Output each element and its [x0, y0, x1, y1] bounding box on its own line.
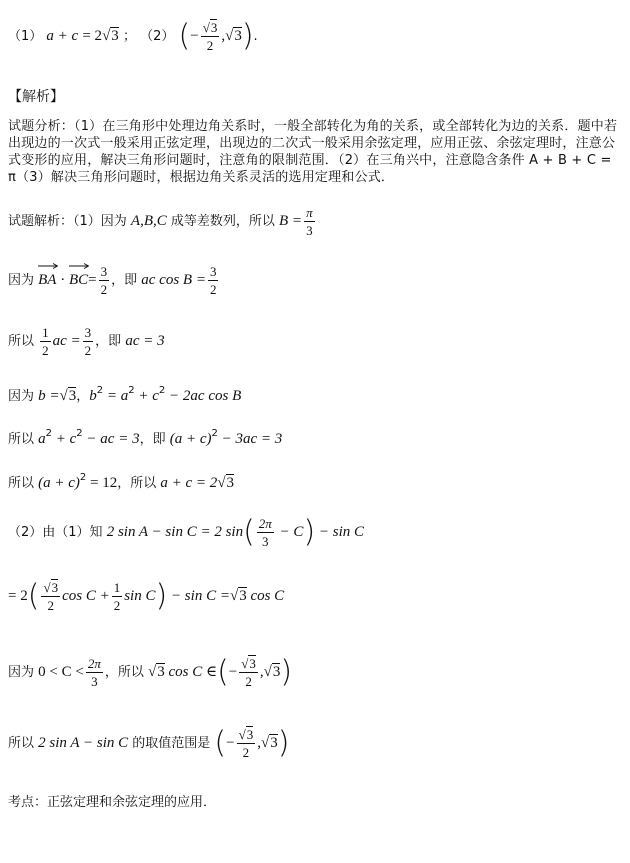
kaodian-line: 考点：正弦定理和余弦定理的应用． [8, 795, 217, 810]
answer-sep: ； [122, 29, 136, 44]
solution-line-8: = 2( $\frac{√3}{2}$ cos C + $\frac{1}{2}$ sin C) − sin C =√3 cos C [8, 578, 285, 614]
solution-line-3: 所以 $\frac{1}{2}$ ac = $\frac{3}{2}$ ，即 ac = 3 [8, 325, 165, 358]
vector-ba: BA [38, 272, 56, 289]
pi-over-3: $\frac{\pi}{3}$ [306, 205, 313, 238]
answer1-sqrt: √3 [102, 28, 119, 44]
part2-label: （2） [140, 29, 175, 44]
answer2-fraction: $\frac{√3}{2}$ [202, 20, 218, 53]
vector-bc: BC [69, 272, 88, 289]
solution-line-5: 所以 $a^2 + c^2$ − ac = 3，即 $(a + c)^2 - 3ac = 3$ [8, 428, 283, 447]
part1-label: （1） [8, 29, 43, 44]
solution-line-7: （2）由（1）知 2 sin A − sin C = 2 sin( $\frac{2\pi}{3}$ − C) − sin C [8, 514, 365, 550]
solution-line-1: 试题解析：（1）因为 A,B,C 成等差数列，所以 B = $\frac{\pi}{3}$ [8, 205, 313, 238]
solution-line-10: 所以 2 sin A − sin C 的取值范围是 (− $\frac{√3}{2}$ ,√3) [8, 725, 290, 761]
analysis-paragraph: 试题分析：（1）在三角形中处理边角关系时，一般全部转化为角的关系，或全部转化为边的关系．题中若出现边的一次式一般采用正弦定理，出现边的二次式一般采用余弦定理，应用正弦、余弦定理时，注意公式变形的应用，解决三角形问题时，注意角的限制范围．（2）在三角兴中，注意隐含条件 A + B + C = π（3）解决三角形问题时，根据边角关系灵活的选用定理和公式． [8, 119, 618, 185]
answer1-eq: = 2 [82, 28, 103, 44]
solution-line-4: 因为 b =√3，$b^2 = a^2 + c^2 - 2ac$ cos B [8, 385, 242, 404]
answer1-lhs: a + c [46, 28, 79, 44]
section-heading: 【解析】 [8, 89, 64, 105]
interval-open: ( [178, 18, 191, 54]
answer2-sqrt: √3 [225, 28, 242, 44]
answer-line: （1） a + c = 2√3 ； （2） (− $\frac{√3}{2}$ ,√3). [8, 18, 258, 54]
solution-line-2: 因为 BA · BC= $\frac{3}{2}$ ，即 ac cos B = $\frac{3}{2}$ [8, 264, 217, 297]
solution-line-6: 所以 $(a + c)^2 = 12$，所以 a + c = 2√3 [8, 472, 235, 491]
interval-close: ) [241, 18, 254, 54]
solution-line-9: 因为 0 < C < $\frac{2\pi}{3}$ ，所以 √3 cos C ∈(− $\frac{√3}{2}$ ,√3) [8, 654, 293, 690]
answer2-neg: − [190, 28, 199, 44]
